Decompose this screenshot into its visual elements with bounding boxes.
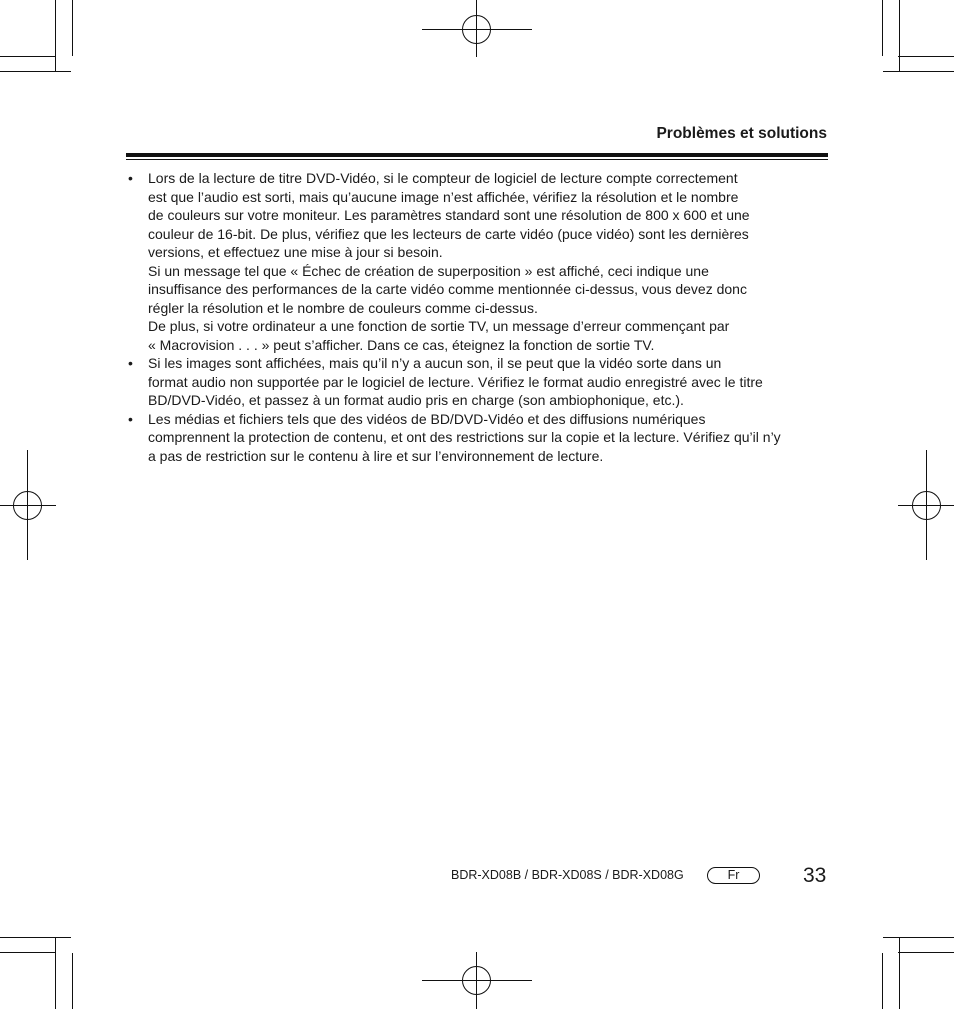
crop-mark-bottom-left <box>0 938 73 1009</box>
page-number: 33 <box>803 864 827 887</box>
text-line: a pas de restriction sur le contenu à lire et sur l’environnement de lecture. <box>148 447 604 464</box>
text-line: couleur de 16-bit. De plus, vérifiez que les lecteurs de carte vidéo (puce vidéo) sont les dernières <box>148 225 749 242</box>
text-line: comprennent la protection de contenu, et ont des restrictions sur la copie et la lecture. Vérifiez qu’il n’y <box>148 429 781 445</box>
registration-mark-top <box>422 0 532 57</box>
language-badge: Fr <box>707 867 760 884</box>
text-line: format audio non supportée par le logiciel de lecture. Vérifiez le format audio enregistré avec le titre <box>148 373 763 390</box>
registration-mark-right <box>898 450 954 560</box>
text-line: Si les images sont affichées, mais qu’il n’y a aucun son, il se peut que la vidéo sorte dans un <box>148 355 722 371</box>
registration-mark-left <box>0 450 56 560</box>
text-line: de couleurs sur votre moniteur. Les paramètres standard sont une résolution de 800 x 600 et une <box>148 207 750 223</box>
text-line: Les médias et fichiers tels que des vidéos de BD/DVD-Vidéo et des diffusions numériques <box>148 410 706 427</box>
crop-mark-top-left <box>0 0 73 72</box>
text-line: « Macrovision . . . » peut s’afficher. Dans ce cas, éteignez la fonction de sortie TV. <box>148 336 655 353</box>
crop-mark-bottom-right <box>883 938 954 1009</box>
text-line: BD/DVD-Vidéo, et passez à un format audio pris en charge (son ambiophonique, etc.). <box>148 392 684 408</box>
list-item <box>128 410 830 466</box>
troubleshooting-list <box>128 169 830 465</box>
bullet-marker: • <box>128 410 133 427</box>
text-line: De plus, si votre ordinateur a une fonction de sortie TV, un message d’erreur commençant par <box>148 318 730 334</box>
list-item <box>128 354 830 410</box>
bullet-marker: • <box>128 170 133 186</box>
text-line: est que l’audio est sorti, mais qu’aucune image n’est affichée, vérifiez la résolution et le nombre <box>148 188 739 205</box>
text-line: Lors de la lecture de titre DVD-Vidéo, si le compteur de logiciel de lecture compte correctement <box>148 170 738 186</box>
bullet-marker: • <box>128 355 133 371</box>
section-title: Problèmes et solutions <box>656 125 827 142</box>
text-line: Si un message tel que « Échec de création de superposition » est affiché, ceci indique une <box>148 262 709 279</box>
text-line: insuffisance des performances de la carte vidéo comme mentionnée ci-dessus, vous devez donc <box>148 281 747 297</box>
header-rule-thick <box>126 153 828 157</box>
text-line: régler la résolution et le nombre de couleurs comme ci-dessus. <box>148 299 538 316</box>
model-numbers: BDR-XD08B / BDR-XD08S / BDR-XD08G <box>451 868 684 882</box>
list-item <box>128 169 830 354</box>
header-rule-thin <box>126 159 828 160</box>
crop-mark-top-right <box>883 0 954 72</box>
registration-mark-bottom <box>422 952 532 1009</box>
text-line: versions, et effectuez une mise à jour si besoin. <box>148 244 443 260</box>
